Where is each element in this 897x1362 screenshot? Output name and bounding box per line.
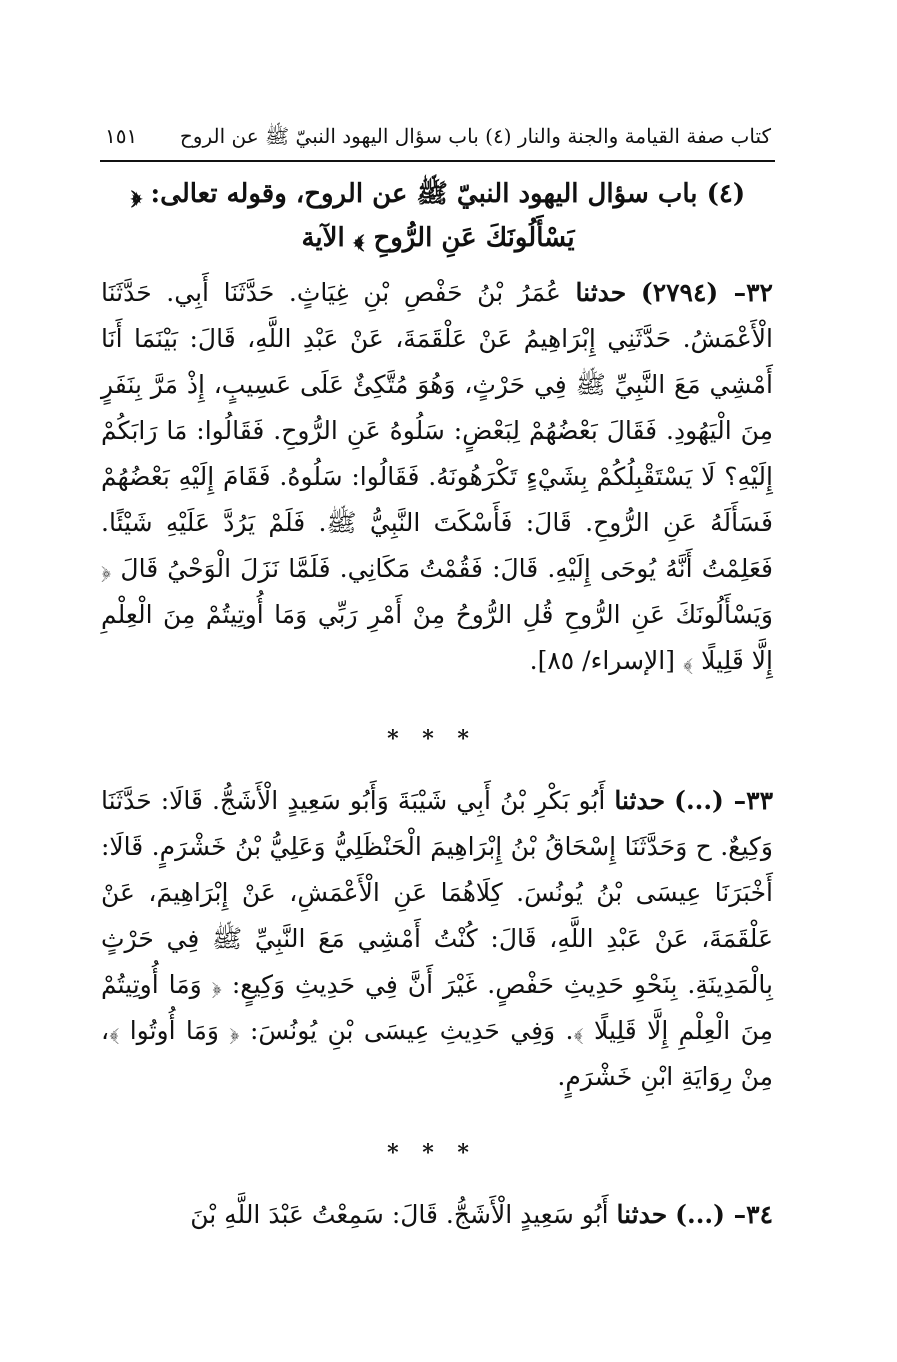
hadith-lead: حدثنا: [575, 278, 627, 307]
hadith-text: أَبُو سَعِيدٍ الْأَشَجُّ. قَالَ: سَمِعْتُ عَبْدَ اللَّهِ بْنَ: [190, 1200, 609, 1229]
chapter-title: (٤) باب سؤال اليهود النبيّ ﷺ عن الروح، وقوله تعالى: ﴿ يَسْأَلُونَكَ عَنِ الرُّوحِ ﴾ الآية: [130, 179, 746, 253]
hadith-32: [101, 270, 773, 684]
hadith-number: ٣٢– (٢٧٩٤): [640, 278, 773, 307]
hadith-lead: حدثنا: [614, 786, 666, 815]
page-number: ١٥١: [105, 124, 138, 148]
hadith-number: ٣٤– (...): [675, 1200, 773, 1229]
hadith-lead: حدثنا: [616, 1200, 668, 1229]
hadith-number: ٣٣– (...): [674, 786, 774, 815]
hadith-34: [101, 1192, 773, 1238]
hadith-text: عُمَرُ بْنُ حَفْصِ بْنِ غِيَاثٍ. حَدَّثَنَا أَبِي. حَدَّثَنَا الْأَعْمَشُ. حَدَّثَنِي إِبْرَاهِيمُ عَنْ عَلْقَمَةَ، عَنْ عَبْدِ اللَّهِ، قَالَ: بَيْنَمَا أَنَا أَمْشِي مَعَ النَّبِيِّ ﷺ فِي حَرْثٍ، وَهُوَ مُتَّكِئٌ عَلَى عَسِيبٍ، إِذْ مَرَّ بِنَفَرٍ مِنَ الْيَهُودِ. فَقَالَ بَعْضُهُمْ لِبَعْضٍ: سَلُوهُ عَنِ الرُّوحِ. فَقَالُوا: مَا رَابَكُمْ إِلَيْهِ؟ لَا يَسْتَقْبِلُكُمْ بِشَيْءٍ تَكْرَهُونَهُ. فَقَالُوا: سَلُوهُ. فَقَامَ إِلَيْهِ بَعْضُهُمْ فَسَأَلَهُ عَنِ الرُّوحِ. قَالَ: فَأَسْكَتَ النَّبِيُّ ﷺ. فَلَمْ يَرُدَّ عَلَيْهِ شَيْئًا. فَعَلِمْتُ أَنَّهُ يُوحَى إِلَيْهِ. قَالَ: فَقُمْتُ مَكَانِي. فَلَمَّا نَزَلَ الْوَحْيُ قَالَ ﴿ وَيَسْأَلُونَكَ عَنِ الرُّوحِ قُلِ الرُّوحُ مِنْ أَمْرِ رَبِّي وَمَا أُوتِيتُمْ مِنَ الْعِلْمِ إِلَّا قَلِيلًا ﴾ [الإسراء/ ٨٥].: [101, 278, 773, 675]
hadith-33: [101, 778, 773, 1100]
section-separator: * * *: [387, 726, 477, 752]
running-header-title: كتاب صفة القيامة والجنة والنار (٤) باب سؤال اليهود النبيّ ﷺ عن الروح: [179, 124, 771, 148]
header-rule: [100, 160, 775, 162]
running-header: [105, 124, 771, 153]
section-separator: * * *: [387, 1140, 477, 1166]
hadith-text: أَبُو بَكْرِ بْنُ أَبِي شَيْبَةَ وَأَبُو سَعِيدٍ الْأَشَجُّ. قَالَا: حَدَّثَنَا وَكِيعٌ. ح وَحَدَّثَنَا إِسْحَاقُ بْنُ إِبْرَاهِيمَ الْحَنْظَلِيُّ وَعَلِيُّ بْنُ خَشْرَمٍ. قَالَا: أَخْبَرَنَا عِيسَى بْنُ يُونُسَ. كِلَاهُمَا عَنِ الْأَعْمَشِ، عَنْ إِبْرَاهِيمَ، عَنْ عَلْقَمَةَ، عَنْ عَبْدِ اللَّهِ، قَالَ: كُنْتُ أَمْشِي مَعَ النَّبِيِّ ﷺ فِي حَرْثٍ بِالْمَدِينَةِ. بِنَحْوِ حَدِيثِ حَفْصٍ. غَيْرَ أَنَّ فِي حَدِيثِ وَكِيعٍ: ﴿ وَمَا أُوتِيتُمْ مِنَ الْعِلْمِ إِلَّا قَلِيلًا ﴾. وَفِي حَدِيثِ عِيسَى بْنِ يُونُسَ: ﴿ وَمَا أُوتُوا ﴾، مِنْ رِوَايَةِ ابْنِ خَشْرَمٍ.: [101, 786, 773, 1091]
